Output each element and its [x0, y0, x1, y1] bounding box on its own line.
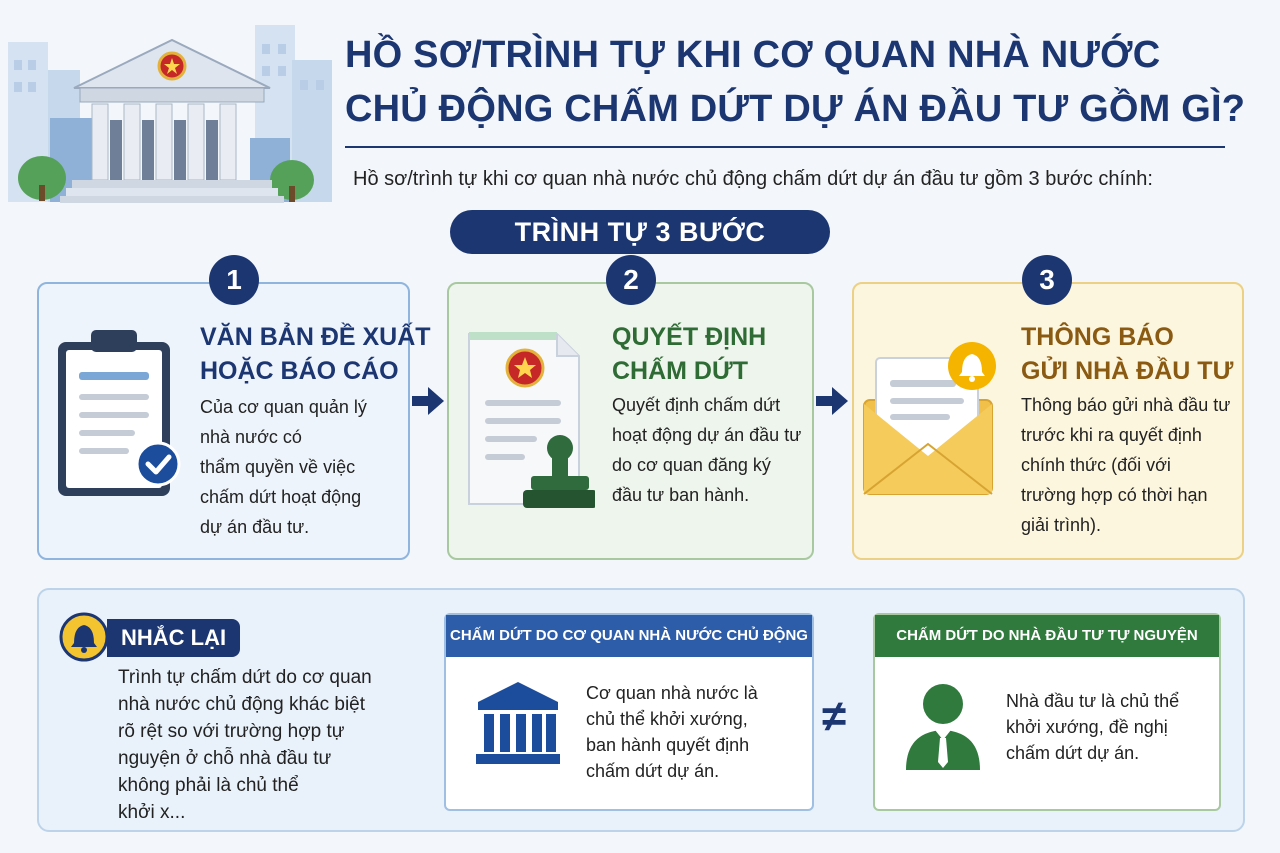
title-line-1: HỒ SƠ/TRÌNH TỰ KHI CƠ QUAN NHÀ NƯỚC: [345, 34, 1161, 76]
state-initiated-heading: CHẤM DỨT DO CƠ QUAN NHÀ NƯỚC CHỦ ĐỘNG: [446, 615, 812, 657]
step-1-title-line-2: HOẶC BÁO CÁO: [200, 357, 399, 385]
government-building-illustration: [0, 0, 345, 205]
reminder-text-line: khởi x...: [118, 802, 186, 823]
step-2-title-line-2: CHẤM DỨT: [612, 357, 748, 385]
state-initiated-text-line: Cơ quan nhà nước là: [586, 683, 758, 703]
investor-person-icon: [902, 682, 984, 772]
step-1-text-line: chấm dứt hoạt động: [200, 487, 362, 507]
state-initiated-text-line: ban hành quyết định: [586, 735, 750, 755]
investor-initiated-heading: CHẤM DỨT DO NHÀ ĐẦU TƯ TỰ NGUYỆN: [875, 615, 1219, 657]
reminder-text-line: rõ rệt so với trường hợp tự: [118, 721, 345, 742]
step-1-title: [200, 320, 431, 388]
step-2-text-line: hoạt động dự án đầu tư: [612, 425, 802, 445]
title-divider: [345, 146, 1225, 148]
title-line-2: CHỦ ĐỘNG CHẤM DỨT DỰ ÁN ĐẦU TƯ GỒM GÌ?: [345, 88, 1246, 130]
step-1-title-line-1: VĂN BẢN ĐỀ XUẤT: [200, 323, 431, 351]
document-stamp-icon: [465, 328, 595, 514]
step-1-description: [200, 392, 367, 542]
reminder-text: [118, 664, 372, 826]
step-number-1: 1: [209, 255, 259, 305]
state-initiated-text: [586, 680, 758, 784]
reminder-text-line: không phải là chủ thể: [118, 775, 299, 796]
step-1-text-line: dự án đầu tư.: [200, 517, 310, 537]
investor-initiated-text: [1006, 688, 1179, 766]
step-3-title: [1021, 320, 1233, 388]
reminder-label: NHẮC LẠI: [107, 619, 240, 657]
arrow-right-icon: [410, 383, 446, 419]
step-number-2: 2: [606, 255, 656, 305]
step-1-text-line: nhà nước có: [200, 427, 302, 447]
step-2-description: [612, 390, 801, 510]
step-number-3: 3: [1022, 255, 1072, 305]
step-1-text-line: Của cơ quan quản lý: [200, 397, 367, 417]
investor-initiated-text-line: khởi xướng, đề nghị: [1006, 717, 1168, 737]
envelope-bell-icon: [860, 340, 1000, 498]
bell-icon: [59, 612, 109, 662]
clipboard-check-icon: [55, 328, 185, 500]
steps-label: TRÌNH TỰ 3 BƯỚC: [450, 210, 830, 254]
step-2-title: [612, 320, 766, 388]
step-2-text-line: Quyết định chấm dứt: [612, 395, 781, 415]
step-2-title-line-1: QUYẾT ĐỊNH: [612, 323, 767, 351]
reminder-text-line: Trình tự chấm dứt do cơ quan: [118, 667, 372, 688]
government-building-icon: [474, 680, 562, 768]
step-3-title-line-1: THÔNG BÁO: [1021, 323, 1174, 351]
investor-initiated-text-line: chấm dứt dự án.: [1006, 743, 1140, 763]
step-3-text-line: Thông báo gửi nhà đầu tư: [1021, 395, 1231, 415]
step-3-description: [1021, 390, 1230, 540]
step-3-title-line-2: GỬI NHÀ ĐẦU TƯ: [1021, 357, 1234, 385]
state-initiated-text-line: chủ thể khởi xướng,: [586, 709, 748, 729]
step-3-text-line: giải trình).: [1021, 515, 1102, 535]
step-3-text-line: chính thức (đối với: [1021, 455, 1171, 475]
arrow-right-icon: [814, 383, 850, 419]
state-initiated-text-line: chấm dứt dự án.: [586, 761, 720, 781]
reminder-text-line: nguyện ở chỗ nhà đầu tư: [118, 748, 332, 769]
step-2-text-line: đầu tư ban hành.: [612, 485, 750, 505]
reminder-text-line: nhà nước chủ động khác biệt: [118, 694, 366, 715]
step-2-text-line: do cơ quan đăng ký: [612, 455, 771, 475]
not-equal-symbol: ≠: [822, 692, 847, 741]
page-title: [345, 28, 1245, 136]
intro-text: Hồ sơ/trình tự khi cơ quan nhà nước chủ động chấm dứt dự án đầu tư gồm 3 bước chính:: [353, 168, 1153, 190]
step-3-text-line: trường hợp có thời hạn: [1021, 485, 1208, 505]
investor-initiated-text-line: Nhà đầu tư là chủ thể: [1006, 691, 1180, 711]
step-1-text-line: thẩm quyền về việc: [200, 457, 356, 477]
step-3-text-line: trước khi ra quyết định: [1021, 425, 1202, 445]
